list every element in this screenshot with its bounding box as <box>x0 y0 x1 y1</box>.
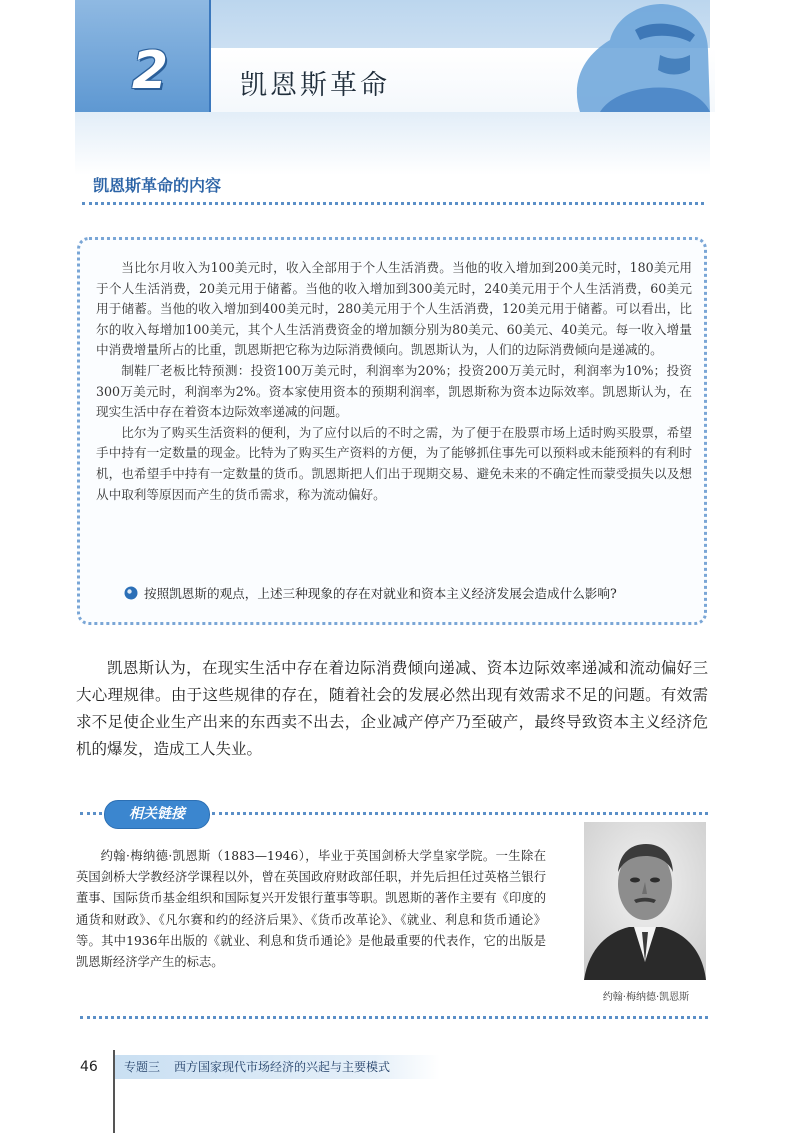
related-paragraph: 约翰·梅纳德·凯恩斯（1883—1946），毕业于英国剑桥大学皇家学院。一生除在英国剑桥大学教经济学课程以外，曾在英国政府财政部任职，并先后担任过英格兰银行董事、国际货币基金组织和国际复兴开发银行董事等职。凯恩斯的著作主要有《印度的通货和财政》、《凡尔赛和约的经济后果》、《货币改革论》、《就业、利息和货币通论》等。其中1936年出版的《就业、利息和货币通论》是他最重要的代表作，它的出版是凯恩斯经济学产生的标志。 <box>76 849 546 970</box>
main-paragraph: 凯恩斯认为，在现实生活中存在着边际消费倾向递减、资本边际效率递减和流动偏好三大心理规律。由于这些规律的存在，随着社会的发展必然出现有效需求不足的问题。有效需求不足使企业生产出来的东西卖不出去，企业减产停产乃至破产，最终导致资本主义经济危机的爆发，造成工人失业。 <box>76 659 708 758</box>
related-bottom-divider <box>80 1016 708 1019</box>
related-links-badge: 相关链接 <box>104 800 210 829</box>
chapter-title: 凯恩斯革命 <box>240 70 390 101</box>
section-divider <box>82 202 704 205</box>
case-paragraph: 制鞋厂老板比特预测：投资100万美元时，利润率为20%；投资200万美元时，利润率为10%；投资300万美元时，利润率为2%。资本家使用资本的预期利润率，凯恩斯称为资本边际效率。凯恩斯认为，在现实生活中存在着资本边际效率递减的问题。 <box>96 362 692 420</box>
chapter-number: 2 <box>131 41 169 101</box>
related-divider-right <box>212 812 708 815</box>
page-number: 46 <box>80 1059 98 1075</box>
case-study-text <box>96 258 692 505</box>
case-paragraph: 比尔为了购买生活资料的便利，为了应付以后的不时之需，为了便于在股票市场上适时购买股票，希望手中持有一定数量的现金。比特为了购买生产资料的方便，为了能够抓住事先可以预料或未能预料的有利时机，也希望手中持有一定数量的货币。凯恩斯把人们出于现期交易、避免未来的不确定性而蒙受损失以及想从中取利等原因而产生的货币需求，称为流动偏好。 <box>96 424 692 502</box>
keynes-portrait-photo <box>584 822 706 980</box>
footer-topic-title: 西方国家现代市场经济的兴起与主要模式 <box>174 1060 391 1074</box>
case-paragraph: 当比尔月收入为100美元时，收入全部用于个人生活消费。当他的收入增加到200美元时，180美元用于个人生活消费，20美元用于储蓄。当他的收入增加到300美元时，240美元用于个人生活消费，60美元用于储蓄。当他的收入增加到400美元时，280美元用于个人生活消费，120美元用于储蓄。可以看出，比尔的收入每增加100美元，其个人生活消费资金的增加额分别为80美元、60美元、40美元。每一收入增量中消费增量所占的比重，凯恩斯把它称为边际消费倾向。凯恩斯认为，人们的边际消费倾向是递减的。 <box>96 260 692 358</box>
photo-caption: 约翰·梅纳德·凯恩斯 <box>602 992 690 1003</box>
chapter-number-divider <box>209 0 211 112</box>
section-title: 凯恩斯革命的内容 <box>93 176 222 195</box>
footer-topic-label: 专题三 <box>124 1060 161 1074</box>
related-text <box>76 846 546 973</box>
portrait-silhouette-image <box>540 0 710 112</box>
related-divider-left <box>80 812 102 815</box>
main-body <box>76 655 708 763</box>
question-bullet-icon <box>124 586 138 600</box>
question-text: 按照凯恩斯的观点，上述三种现象的存在对就业和资本主义经济发展会造成什么影响? <box>144 586 617 601</box>
footer-topic <box>124 1057 390 1077</box>
discussion-question <box>124 584 704 604</box>
